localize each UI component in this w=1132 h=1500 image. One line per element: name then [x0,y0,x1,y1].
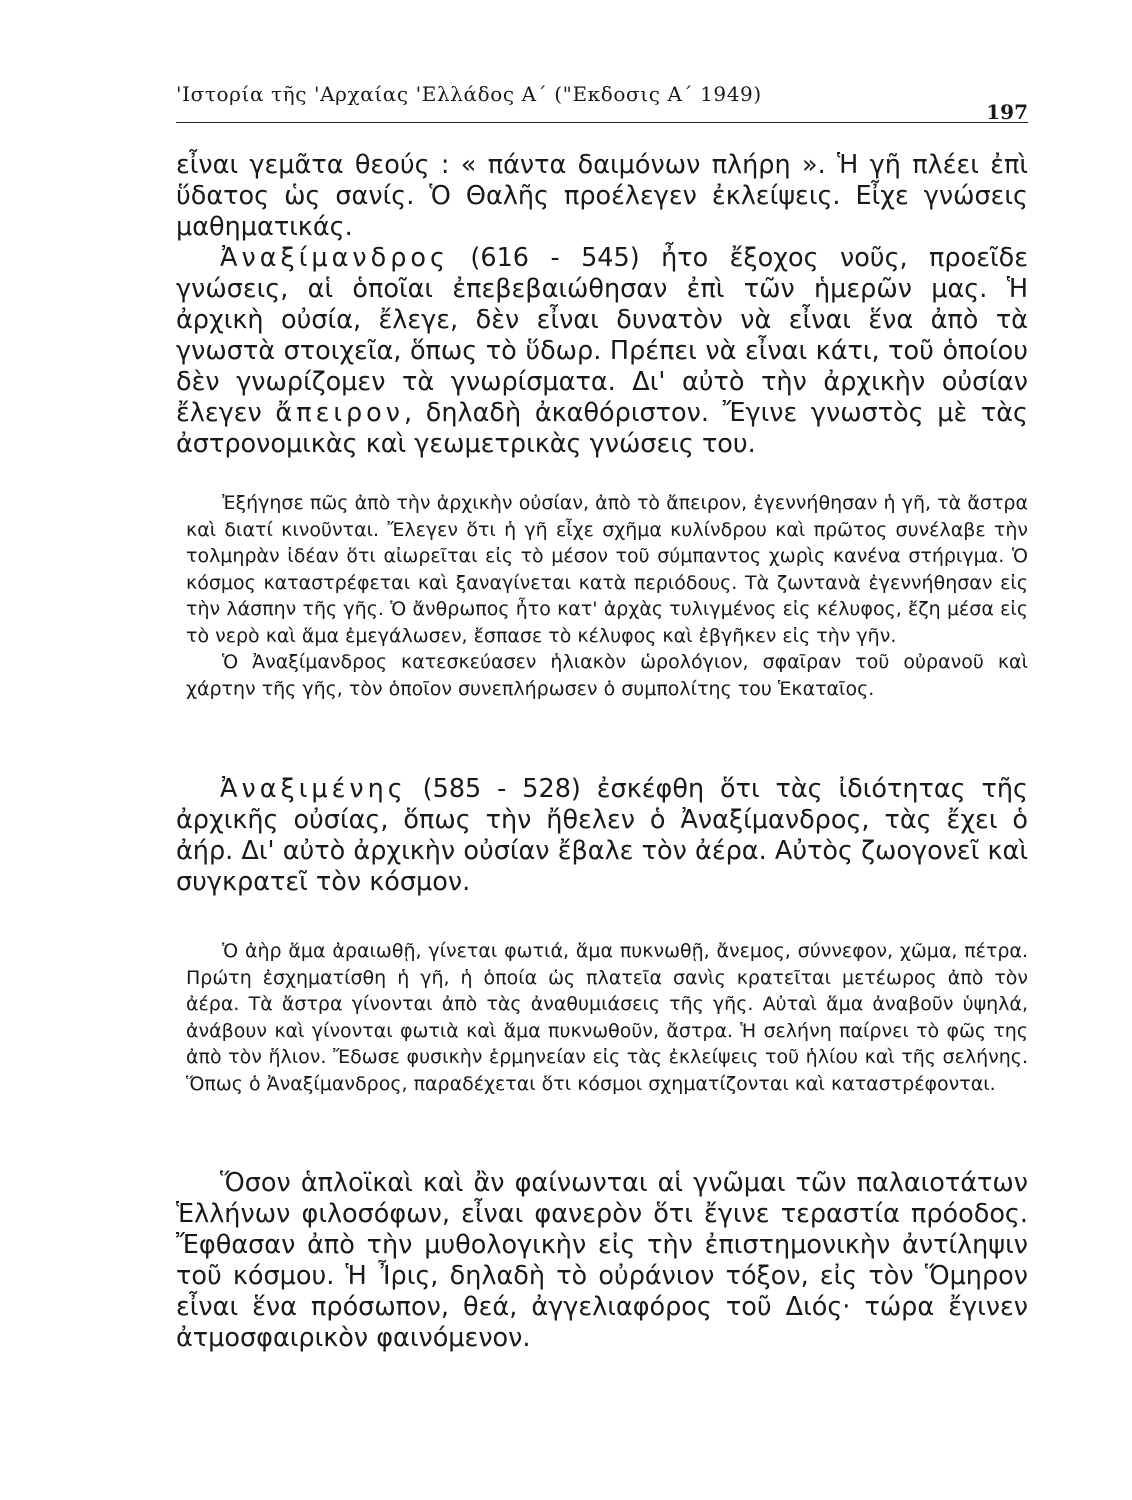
page-number: 197 [986,100,1028,124]
header-rule [176,122,1028,123]
paragraph-conclusion [176,1168,1028,1354]
paragraph-thales: εἶναι γεμᾶτα θεούς : « πάντα δαιμόνων πλήρη ». Ἡ γῆ πλέει ἐπὶ ὕδατος ὡς σανίς. Ὁ Θαλῆς προέλεγεν ἐκλείψεις. Εἶχε γνώσεις μαθηματικάς. [176,150,1028,242]
note-paragraph-3: Ὁ ἀὴρ ἅμα ἀραιωθῇ, γίνεται φωτιά, ἅμα πυκνωθῇ, ἄνεμος, σύννεφον, χῶμα, πέτρα. Πρώτη ἐσχηματίσθη ἡ γῆ, ἡ ὁποία ὡς πλατεῖα σανὶς κρατεῖται μετέωρος ἀπὸ τὸν ἀέρα. Τὰ ἄστρα γίνονται ἀπὸ τὰς ἀναθυμιάσεις τῆς γῆς. Αὐταὶ ἅμα ἀναβοῦν ὑψηλά, ἀνάβουν καὶ γίνονται φωτιὰ καὶ ἅμα πυκνωθοῦν, ἄστρα. Ἡ σελήνη παίρνει τὸ φῶς της ἀπὸ τὸν ἥλιον. Ἔδωσε φυσικὴν ἑρμηνείαν εἰς τὰς ἐκλείψεις τοῦ ἡλίου καὶ τῆς σελήνης. Ὅπως ὁ Ἀναξίμανδρος, παραδέχεται ὅτι κόσμοι σχηματίζονται καὶ καταστρέφονται. [186,940,1028,1095]
paragraph-anaximenes-text [176,774,1028,898]
note-anaximander [186,490,1028,702]
term-apeiron: ἄπειρον [275,398,405,428]
paragraph-anaximander [176,243,1028,460]
note-paragraph-1: Ἐξήγησε πῶς ἀπὸ τὴν ἀρχικὴν οὐσίαν, ἀπὸ τὸ ἄπειρον, ἐγεννήθησαν ἡ γῆ, τὰ ἄστρα καὶ διατί κινοῦνται. Ἔλεγεν ὅτι ἡ γῆ εἶχε σχῆμα κυλίνδρου καὶ πρῶτος συνέλαβε τὴν τολμηρὰν ἰδέαν ὅτι αἰωρεῖται εἰς τὸ μέσον τοῦ σύμπαντος χωρὶς κανένα στήριγμα. Ὁ κόσμος καταστρέφεται καὶ ξαναγίνεται κατὰ περιόδους. Τὰ ζωντανὰ ἐγεννήθησαν εἰς τὴν λάσπην τῆς γῆς. Ὁ ἄνθρωπος ἦτο κατ' ἀρχὰς τυλιγμένος εἰς κέλυφος, ἔζη μέσα εἰς τὸ νερὸ καὶ ἅμα ἐμεγάλωσεν, ἔσπασε τὸ κέλυφος καὶ ἐβγῆκεν εἰς τὴν γῆν. [186,492,1028,647]
note-anaximenes [186,938,1028,1097]
paragraph-thales-anaximander [176,150,1028,460]
paragraph-anaximenes [176,774,1028,898]
anaximander-text: (616 - 545) ἦτο ἔξοχος νοῦς, προεῖδε γνώσεις, αἱ ὁποῖαι ἐπεβεβαιώθησαν ἐπὶ τῶν ἡμερῶν μας. Ἡ ἀρχικὴ οὐσία, ἔλεγε, δὲν εἶναι δυνατὸν νὰ εἶναι ἕνα ἀπὸ τὰ γνωστὰ στοιχεῖα, ὅπως τὸ ὕδωρ. Πρέπει νὰ εἶναι κάτι, τοῦ ὁποίου δὲν γνωρίζομεν τὰ γνωρίσματα. Δι' αὐτὸ τὴν ἀρχικὴν οὐσίαν ἔλεγεν [176,243,1028,428]
anaximenes-text: (585 - 528) ἐσκέφθη ὅτι τὰς ἰδιότητας τῆς ἀρχικῆς οὐσίας, ὅπως τὴν ἤθελεν ὁ Ἀναξίμανδρος, τὰς ἔχει ὁ ἀήρ. Δι' αὐτὸ ἀρχικὴν οὐσίαν ἔβαλε τὸν ἀέρα. Αὐτὸς ζωογονεῖ καὶ συγκρατεῖ τὸν κόσμον. [176,774,1028,897]
running-head-title: 'Ιστορία τῆς 'Αρχαίας 'Ελλάδος Α΄ ("Εκδοσις Α΄ 1949) [176,82,762,106]
paragraph-conclusion-text: Ὅσον ἁπλοϊκαὶ καὶ ἂν φαίνωνται αἱ γνῶμαι τῶν παλαιοτάτων Ἑλλήνων φιλοσόφων, εἶναι φανερὸν ὅτι ἔγινε τεραστία πρόοδος. Ἔφθασαν ἀπὸ τὴν μυθολογικὴν εἰς τὴν ἐπιστημονικὴν ἀντίληψιν τοῦ κόσμου. Ἡ Ἶρις, δηλαδὴ τὸ οὐράνιον τόξον, εἰς τὸν Ὅμηρον εἶναι ἕνα πρόσωπον, θεά, ἀγγελιαφόρος τοῦ Διός· τώρα ἔγινεν ἀτμοσφαιρικὸν φαινόμενον. [176,1168,1028,1353]
name-anaximenes: Ἀναξιμένης [220,774,407,804]
name-anaximander: Ἀναξίμανδρος [220,243,449,273]
anaximander-text-end: , δηλαδὴ ἀκαθόριστον. Ἔγινε γνωστὸς μὲ τὰς ἀστρονομικὰς καὶ γεωμετρικὰς γνώσεις του. [176,398,1029,459]
note-paragraph-2: Ὁ Ἀναξίμανδρος κατεσκεύασεν ἡλιακὸν ὡρολόγιον, σφαῖραν τοῦ οὐρανοῦ καὶ χάρτην τῆς γῆς, τὸν ὁποῖον συνεπλήρωσεν ὁ συμπολίτης του Ἑκαταῖος. [186,651,1028,700]
running-header [176,82,1028,122]
